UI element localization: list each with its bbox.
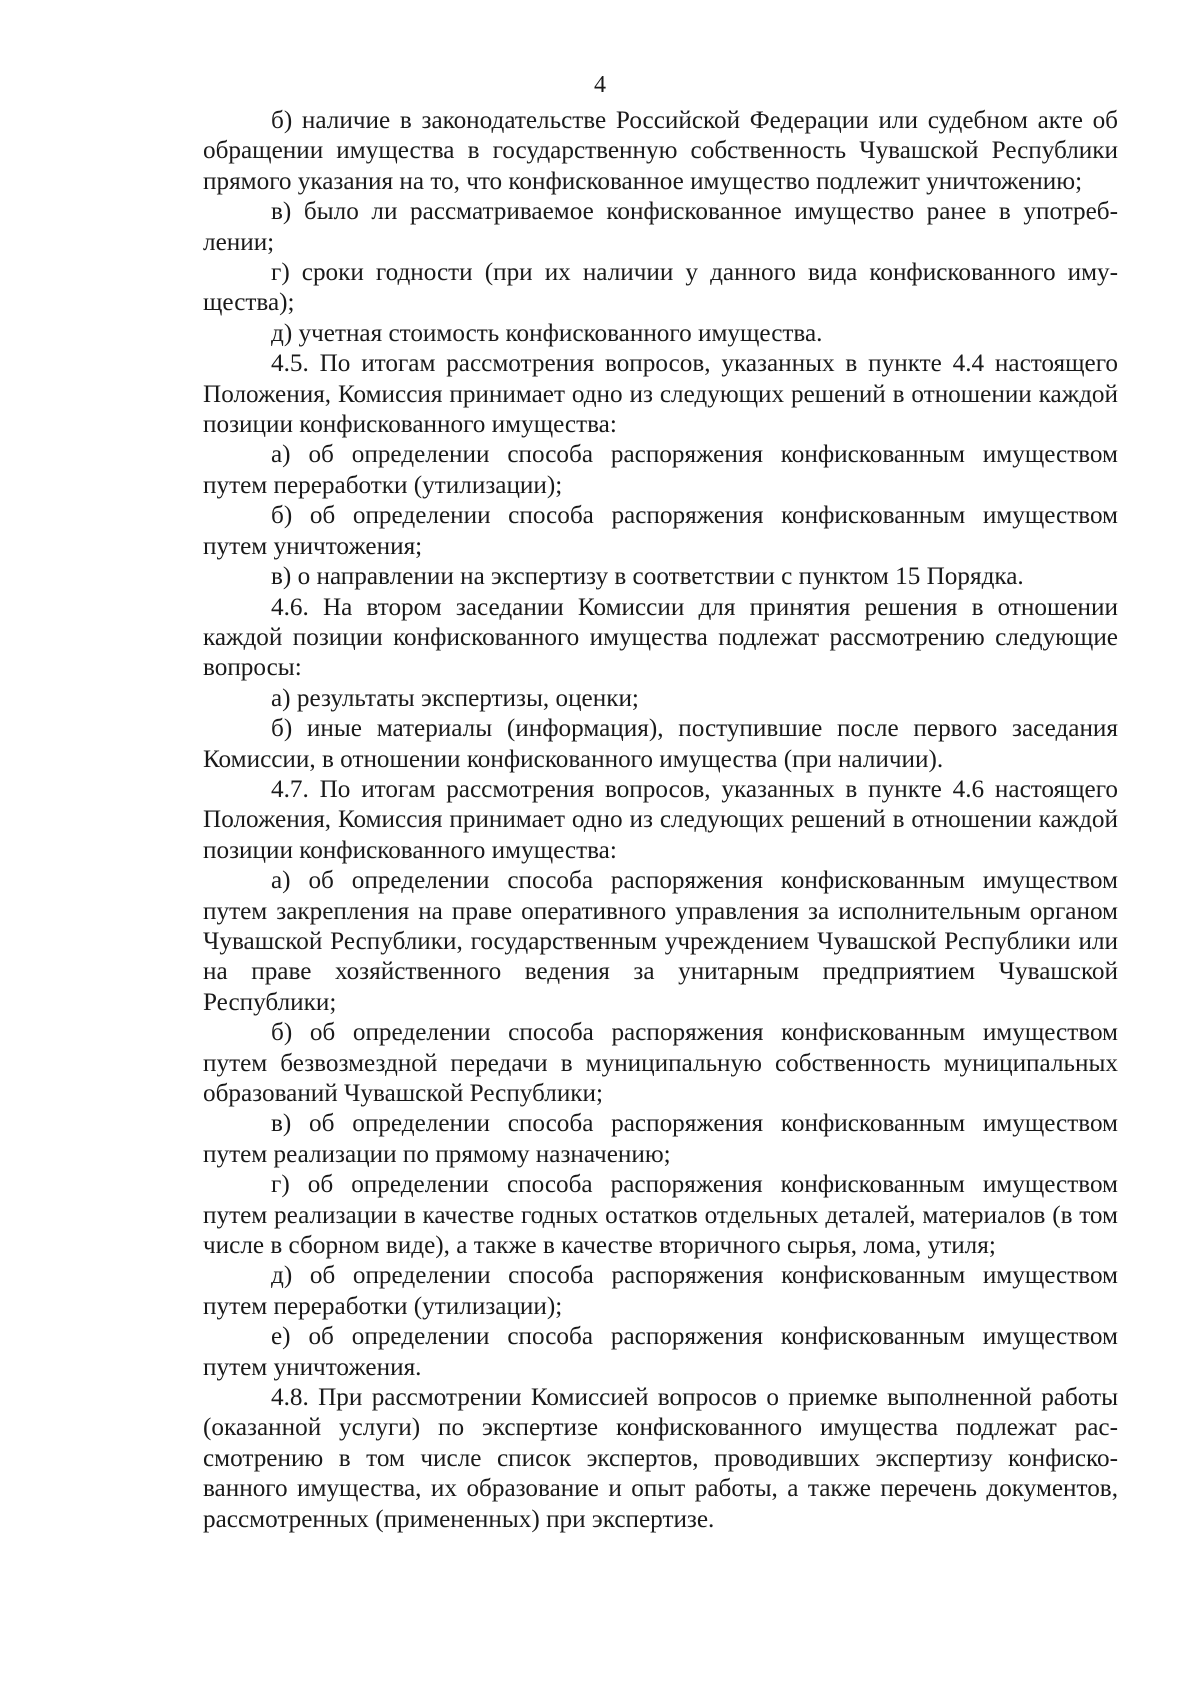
paragraph-item-v-prior-use: в) было ли рассматриваемое конфискованное имущество ранее в употреблении; bbox=[203, 198, 1118, 256]
paragraph-item-b-legal-basis: б) наличие в законодательстве Российской Федерации или судебном акте об обращении имущества в государственную собственность Чувашской Республики прямого указания на то, что конфискованное имущество подлежит уничтожению; bbox=[203, 107, 1118, 195]
paragraph-section-4-7: 4.7. По итогам рассмотрения вопросов, указанных в пункте 4.6 настоящего Положения, Комиссия принимает одно из следующих решений в отношении каждой позиции конфискованного имущества: bbox=[203, 775, 1118, 864]
paragraph-4-7-item-e: е) об определении способа распоряжения конфискованным имуществом путем уничтожения. bbox=[203, 1323, 1118, 1381]
paragraph-4-7-item-g: г) об определении способа распоряжения конфискованным имуществом путем реализации в качестве годных остатков отдельных деталей, материалов (в том числе в сборном виде), а также в качестве вторичного сырья, лома, утиля; bbox=[203, 1171, 1118, 1260]
paragraph-4-7-item-a: а) об определении способа распоряжения конфискованным имуществом путем закрепления на праве оперативного управления за исполнительным органом Чувашской Республики, государственным учреждением Чувашской Республики или на праве хозяйственного ведения за унитарным предприятием Чувашской Республики; bbox=[203, 867, 1118, 1016]
paragraph-section-4-8: 4.8. При рассмотрении Комиссией вопросов о приемке выполненной работы (оказанной услуги) по экспертизе конфискованного имущества подлежат рассмотрению в том числе список экспертов, проводивших экспертизу конфискованного имущества, их образование и опыт работы, а также перечень документов, рассмотренных (примененных) при экспертизе. bbox=[203, 1384, 1118, 1533]
paragraph-item-d-book-value: д) учетная стоимость конфискованного имущества. bbox=[271, 319, 823, 347]
page-number: 4 bbox=[594, 72, 606, 98]
paragraph-section-4-5: 4.5. По итогам рассмотрения вопросов, указанных в пункте 4.4 настоящего Положения, Комиссия принимает одно из следующих решений в отношении каждой позиции конфискованного имущества: bbox=[203, 350, 1118, 439]
paragraph-4-5-item-v: в) о направлении на экспертизу в соответствии с пунктом 15 Порядка. bbox=[271, 563, 1024, 591]
document-body bbox=[203, 106, 1118, 1535]
paragraph-4-7-item-d: д) об определении способа распоряжения конфискованным имуществом путем переработки (утилизации); bbox=[203, 1262, 1118, 1320]
paragraph-4-6-item-b: б) иные материалы (информация), поступившие после первого заседания Комиссии, в отношении конфискованного имущества (при наличии). bbox=[203, 715, 1118, 773]
paragraph-4-7-item-b: б) об определении способа распоряжения конфискованным имуществом путем безвозмездной передачи в муниципальную собственность муниципальных образований Чувашской Республики; bbox=[203, 1019, 1118, 1107]
paragraph-4-5-item-a: а) об определении способа распоряжения конфискованным имуществом путем переработки (утилизации); bbox=[203, 441, 1118, 499]
paragraph-section-4-6: 4.6. На втором заседании Комиссии для принятия решения в отношении каждой позиции конфискованного имущества подлежат рассмотрению следующие вопросы: bbox=[203, 593, 1118, 682]
paragraph-4-5-item-b: б) об определении способа распоряжения конфискованным имуществом путем уничтожения; bbox=[203, 502, 1118, 560]
paragraph-item-g-shelf-life: г) сроки годности (при их наличии у данного вида конфискованного имущества); bbox=[203, 259, 1118, 317]
paragraph-4-7-item-v: в) об определении способа распоряжения конфискованным имуществом путем реализации по прямому назначению; bbox=[203, 1110, 1118, 1168]
paragraph-4-6-item-a: а) результаты экспертизы, оценки; bbox=[271, 684, 639, 712]
